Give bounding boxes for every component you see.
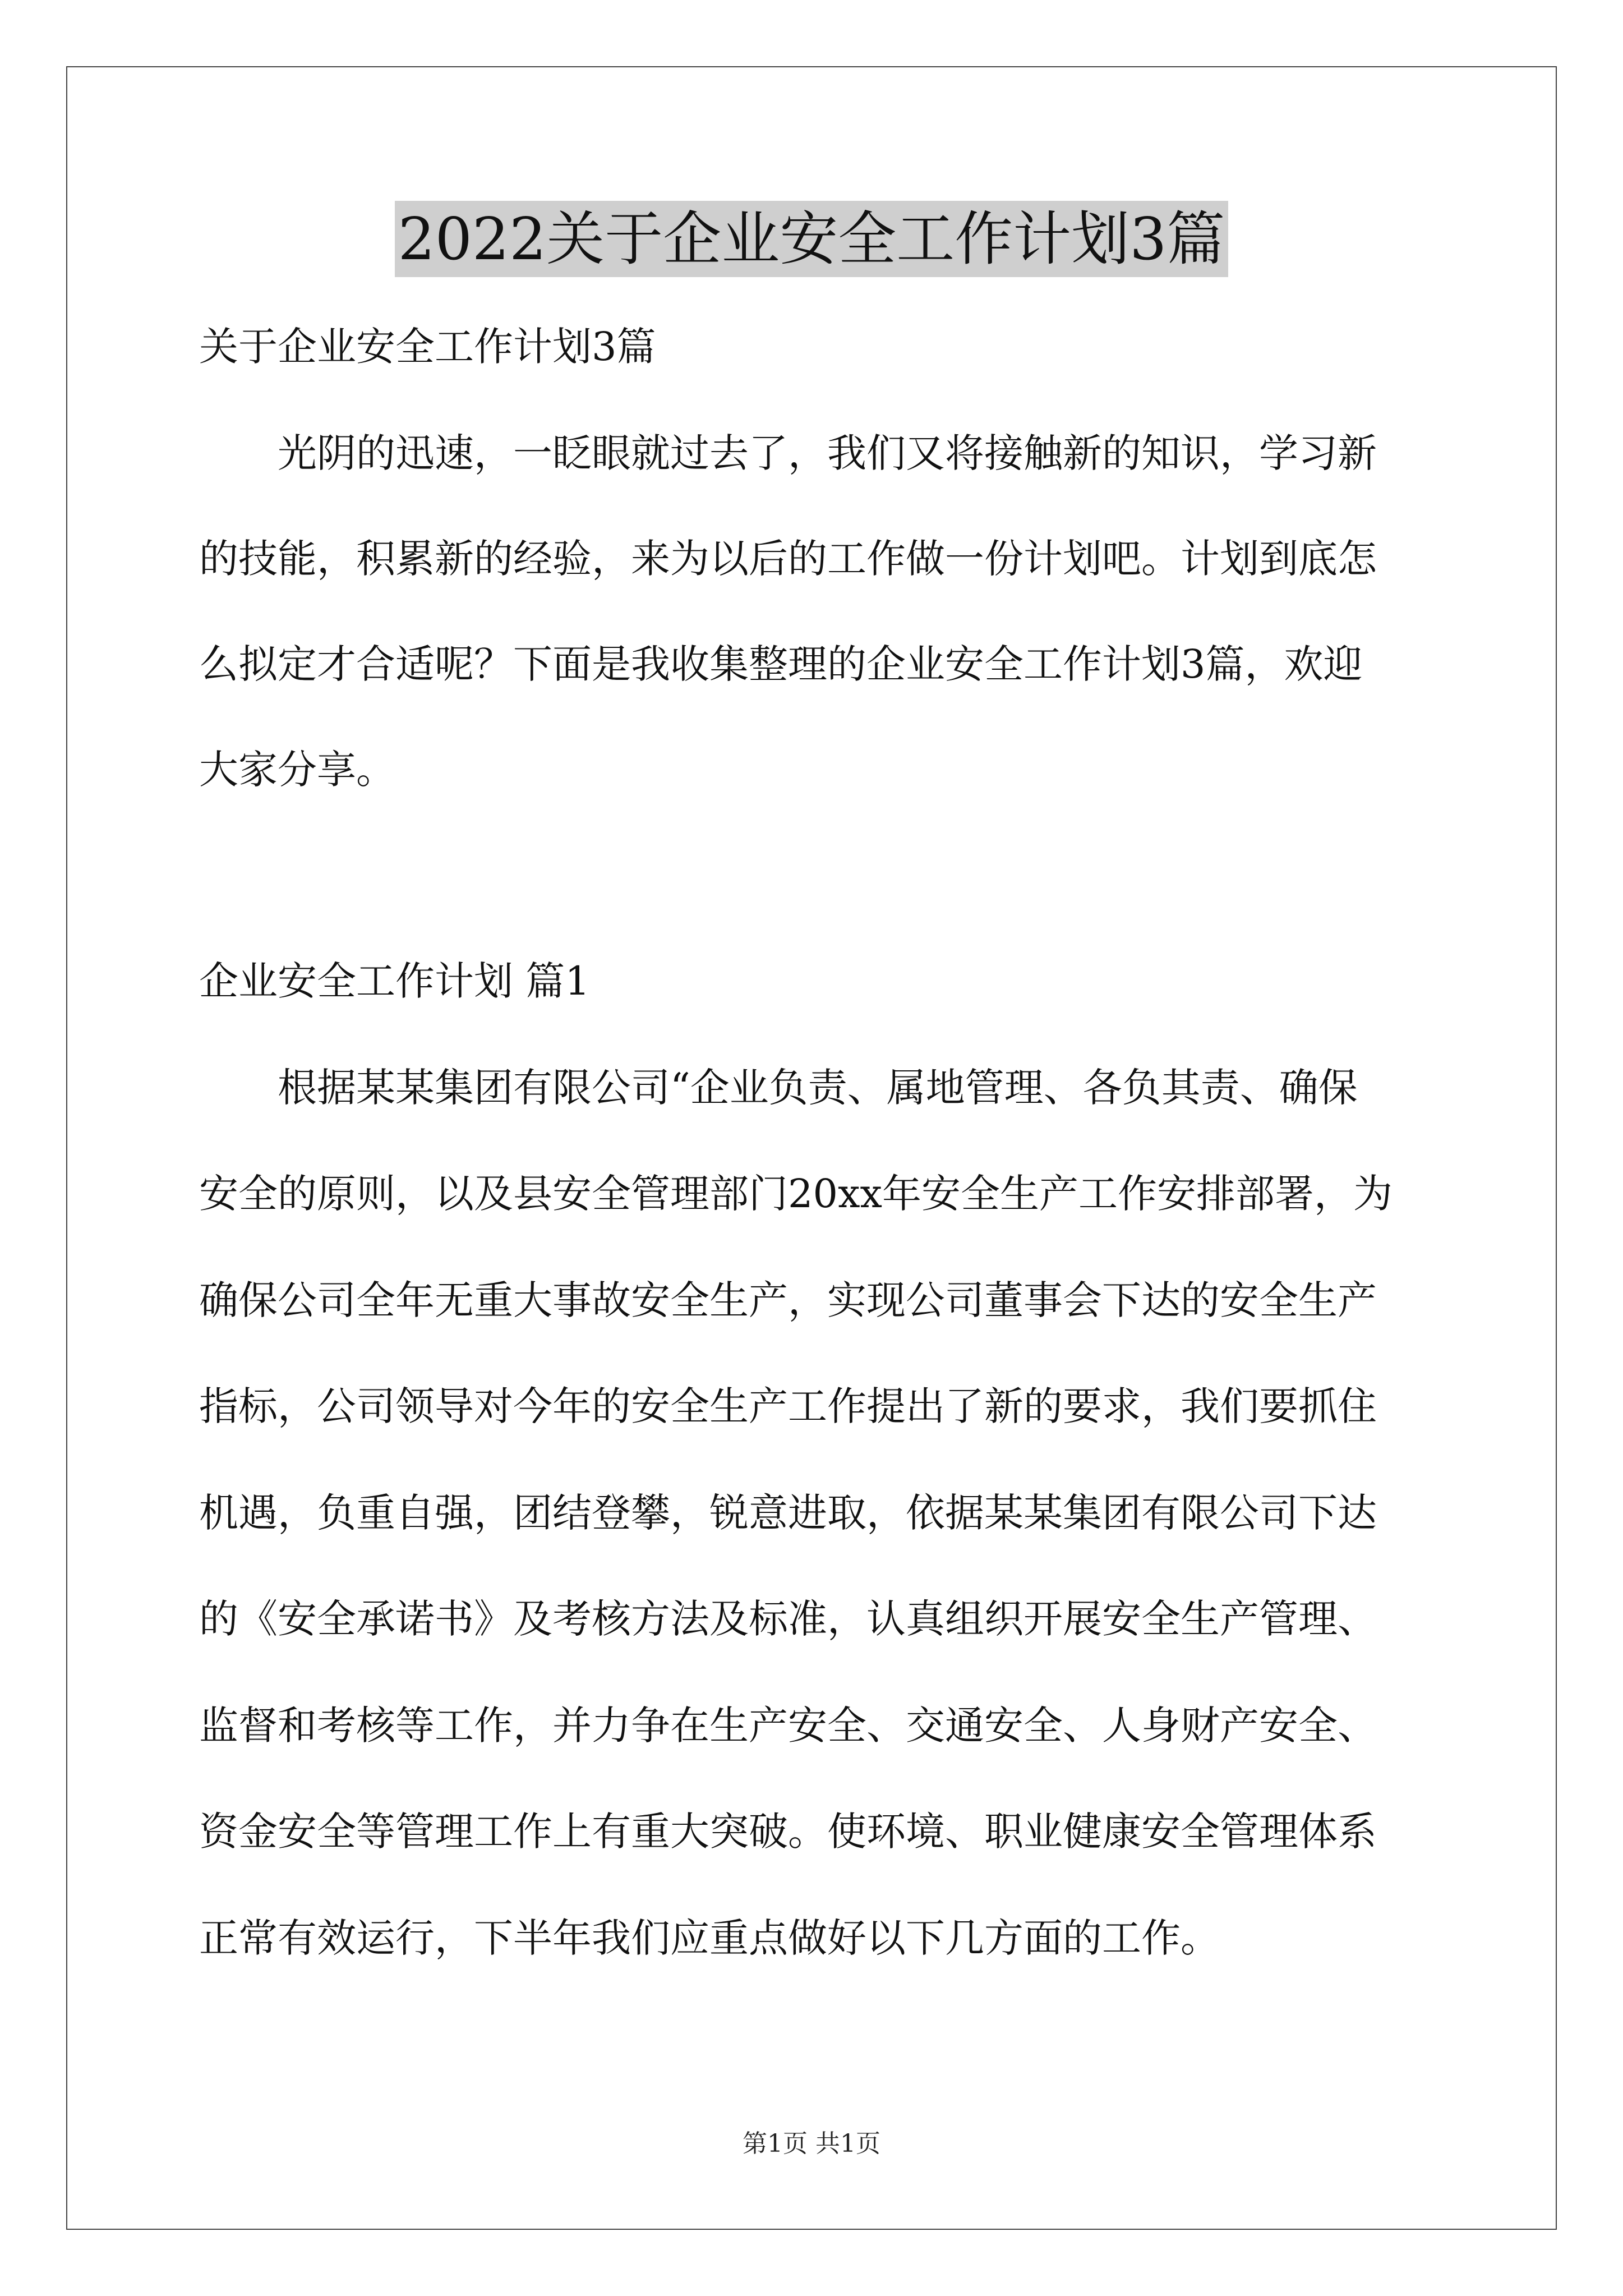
section-heading: 企业安全工作计划 篇1 — [199, 958, 590, 1004]
body-line: 正常有效运行，下半年我们应重点做好以下几方面的工作。 — [199, 1915, 1220, 1961]
body-line: 监督和考核等工作，并力争在生产安全、交通安全、人身财产安全、 — [199, 1703, 1377, 1749]
intro-line: 的技能，积累新的经验，来为以后的工作做一份计划吧。计划到底怎 — [199, 536, 1377, 582]
body-line: 资金安全等管理工作上有重大突破。使环境、职业健康安全管理体系 — [199, 1809, 1377, 1855]
intro-line: 么拟定才合适呢？下面是我收集整理的企业安全工作计划3篇，欢迎 — [199, 641, 1363, 687]
body-line: 指标，公司领导对今年的安全生产工作提出了新的要求，我们要抓住 — [199, 1383, 1377, 1429]
intro-line: 光阴的迅速，一眨眼就过去了，我们又将接触新的知识，学习新 — [278, 430, 1377, 476]
intro-line: 大家分享。 — [199, 747, 395, 793]
title-container — [0, 201, 1623, 277]
body-line: 机遇，负重自强，团结登攀，锐意进取，依据某某集团有限公司下达 — [199, 1490, 1377, 1536]
body-line: 安全的原则，以及县安全管理部门20xx年安全生产工作安排部署，为 — [199, 1171, 1393, 1217]
page-border — [66, 66, 1557, 2230]
page-footer: 第1页 共1页 — [743, 2129, 880, 2158]
body-line: 的《安全承诺书》及考核方法及标准，认真组织开展安全生产管理、 — [199, 1596, 1377, 1642]
body-line: 确保公司全年无重大事故安全生产，实现公司董事会下达的安全生产 — [199, 1277, 1377, 1323]
document-title: 2022关于企业安全工作计划3篇 — [395, 201, 1229, 277]
document-subtitle: 关于企业安全工作计划3篇 — [199, 324, 656, 370]
body-line: 根据某某集团有限公司“企业负责、属地管理、各负其责、确保 — [278, 1065, 1358, 1111]
